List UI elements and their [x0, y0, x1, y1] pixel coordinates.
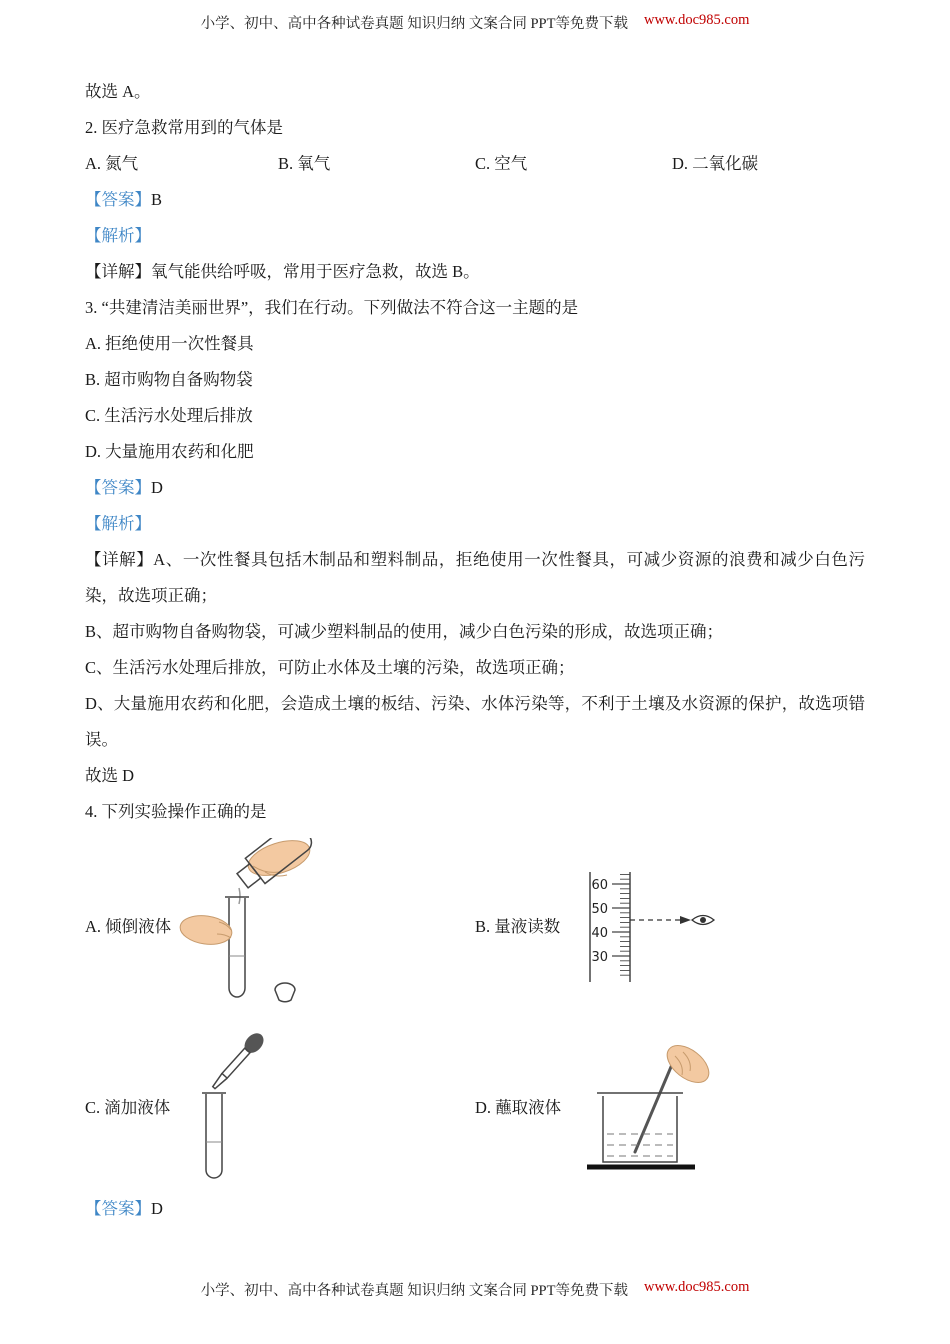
- beaker: [597, 1093, 683, 1162]
- eye-icon: [692, 916, 714, 925]
- dipping-hand: [661, 1038, 716, 1090]
- q3-conclusion: 故选 D: [85, 766, 135, 785]
- dropper: [208, 1030, 267, 1093]
- graduated-cylinder: [590, 872, 630, 982]
- pouring-hand: [244, 838, 314, 882]
- page-footer: [0, 1279, 950, 1300]
- figure-pour-liquid: [179, 838, 344, 1016]
- question-3-stem: 3. “共建清洁美丽世界”，我们在行动。下列做法不符合这一主题的是: [85, 298, 579, 317]
- fig-d-label: D. 蘸取液体: [475, 1097, 562, 1117]
- scale-50: 50: [591, 902, 609, 917]
- question-4-stem: 4. 下列实验操作正确的是: [85, 802, 267, 821]
- q3-answer-line: [85, 470, 865, 506]
- q2-analysis-label: 【解析】: [85, 226, 151, 245]
- scale-40: 40: [591, 926, 609, 941]
- q2-answer-value: B: [151, 190, 163, 209]
- q3-option-c: C. 生活污水处理后排放: [85, 406, 253, 425]
- figure-cylinder-reading: [568, 868, 718, 986]
- figure-dip-liquid: [569, 1034, 729, 1182]
- question-2-stem: 2. 医疗急救常用到的气体是: [85, 118, 283, 137]
- bottle-stopper: [275, 983, 295, 1002]
- q3-answer-value: D: [151, 478, 163, 497]
- fig-cell-drop: [85, 1030, 475, 1185]
- header-site-url[interactable]: www.doc985.com: [643, 12, 750, 28]
- question-4-figures: [85, 838, 865, 1185]
- test-tube: [202, 1093, 226, 1178]
- footer-promo-text: 小学、初中、高中各种试卷真题 知识归纳 文案合同 PPT等免费下载: [200, 1283, 628, 1299]
- q3-option-d: D. 大量施用农药和化肥: [85, 442, 254, 461]
- header-promo-text: 小学、初中、高中各种试卷真题 知识归纳 文案合同 PPT等免费下载: [200, 16, 628, 32]
- q2-detail: 【详解】氧气能供给呼吸，常用于医疗急救，故选 B。: [85, 262, 480, 281]
- liquid-stream: [239, 888, 240, 904]
- q4-answer-label: 【答案】: [85, 1199, 151, 1218]
- fig-b-label: B. 量液读数: [475, 917, 561, 936]
- q3-detail-d: D、大量施用农药和化肥，会造成土壤的板结、污染、水体污染等，不利于土壤及水资源的保护，故选项错误。: [85, 694, 865, 749]
- prev-question-conclusion: 故选 A。: [85, 82, 151, 101]
- q2-option-a: A. 氮气: [85, 154, 139, 173]
- q3-detail-b: B、超市购物自备购物袋，可减少塑料制品的使用，减少白色污染的形成，故选项正确；: [85, 622, 724, 641]
- q3-option-b: B. 超市购物自备购物袋: [85, 370, 253, 389]
- q2-option-b: B. 氧气: [278, 154, 331, 173]
- fig-a-label: A. 倾倒液体: [85, 917, 172, 936]
- scale-60: 60: [591, 878, 609, 893]
- document-content: [85, 74, 865, 1227]
- question-2-options: [85, 146, 865, 182]
- q3-answer-label: 【答案】: [85, 478, 151, 497]
- q3-detail-c: C、生活污水处理后排放，可防止水体及土壤的污染，故选项正确；: [85, 658, 575, 677]
- q2-answer-label: 【答案】: [85, 190, 151, 209]
- fig-cell-dip: [475, 1034, 865, 1182]
- q3-analysis-label: 【解析】: [85, 514, 151, 533]
- q3-detail-a: 【详解】A、一次性餐具包括木制品和塑料制品，拒绝使用一次性餐具，可减少资源的浪费和减少白色污染，故选项正确；: [85, 550, 865, 605]
- q2-answer-line: [85, 182, 865, 218]
- page-header: [0, 12, 950, 33]
- q3-option-a: A. 拒绝使用一次性餐具: [85, 334, 254, 353]
- holding-hand: [179, 913, 234, 948]
- q4-answer-value: D: [151, 1199, 163, 1218]
- scale-30: 30: [591, 950, 609, 965]
- q2-option-c: C. 空气: [475, 154, 528, 173]
- test-tube: [225, 897, 249, 997]
- q3-analysis-line: [85, 506, 865, 542]
- q2-option-d: D. 二氧化碳: [672, 154, 759, 173]
- fig-c-label: C. 滴加液体: [85, 1097, 171, 1117]
- figure-add-drops: [178, 1030, 278, 1185]
- q2-analysis-line: [85, 218, 865, 254]
- footer-site-url[interactable]: www.doc985.com: [643, 1279, 750, 1295]
- q4-answer-line: [85, 1191, 865, 1227]
- fig-cell-read: [475, 868, 865, 986]
- sight-line: [630, 916, 691, 924]
- fig-cell-pour: [85, 838, 475, 1016]
